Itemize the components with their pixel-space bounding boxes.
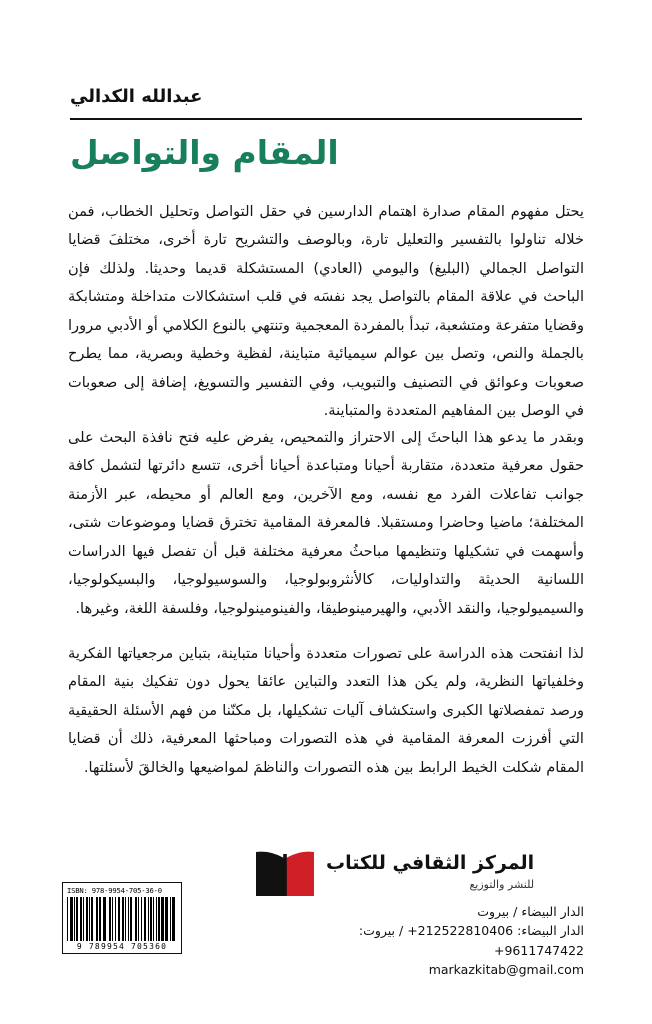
- book-title: المقام والتواصل: [70, 133, 339, 172]
- isbn-label: ISBN: 978-9954-705-36-0: [67, 886, 162, 895]
- phone-beirut: +9611747422: [493, 942, 584, 958]
- publisher-text: [326, 846, 534, 891]
- contact-city-label: الدار البيضاء:: [517, 923, 584, 939]
- publisher-subtitle: للنشر والتوزيع: [469, 877, 535, 891]
- contact-phones: [300, 921, 584, 960]
- contact-email: markazkitab@gmail.com: [428, 962, 584, 978]
- publisher-name: المركز الثقافي للكتاب: [326, 852, 535, 874]
- barcode-digits: 9 789954 705360: [76, 942, 168, 951]
- paragraph-text: يحتل مفهوم المقام صدارة اهتمام الدارسين في حقل التواصل وتحليل الخطاب، فمن خلاله تناولوا بالتفسير والتعليل تارة، وبالوصف والتشريح تارة أخرى، مختلفَ قضايا التواصل الجمالي (البليغ) واليومي (العادي) المستشكلة قديما وحديثا. ولذلك فإن الباحث في علاقة المقام بالتواصل يجد نفسَه في قلب استشكالات متداخلة ومتشابكة وقضايا متفرعة ومتشعبة، تبدأ بالمفردة المعجمية وتنتهي بالنوع الكلامي أو الأدبي مرورا بالجملة والنص، وتصل بين عوالم سيميائية متباينة، لفظية وخطية وبصرية، مما يطرح صعوبات وعوائق في التصنيف والتبويب، وفي التفسير والتسويغ، إضافة إلى صعوبات في الوصل بين المفاهيم المتعددة والمتباينة.: [68, 203, 584, 420]
- open-book-icon: [254, 846, 316, 900]
- blurb-paragraph-1: [68, 198, 584, 426]
- barcode-bars: [67, 897, 177, 941]
- barcode-block: [62, 882, 182, 954]
- publisher-block: [254, 846, 584, 900]
- contact-block: [300, 902, 584, 980]
- contact-cities: الدار البيضاء / بيروت: [477, 904, 584, 919]
- header-divider: [70, 118, 582, 120]
- paragraph-text: وبقدر ما يدعو هذا الباحثَ إلى الاحتراز والتمحيص، يفرض عليه فتح نافذة البحث على حقول معرفية متعددة، متقاربة أحيانا ومتباعدة أحيانا أخرى، تتسع دائرتها لتشمل كافة جوانب تفاعلات الفرد مع نفسه، ومع الآخرين، ومع العالم أو محيطه، عبر الأزمنة المختلفة؛ ماضيا وحاضرا ومستقبلا. فالمعرفة المقامية تخترق قضايا وموضوعات شتى، وأسهمت في تشكيلها وتنظيمها مباحثُ معرفية مختلفة قبل أن تفصل فيها الدراسات اللسانية الحديثة والتداوليات، كالأنثروبولوجيا، والسوسيولوجيا، والبسيكولوجيا، والسيميولوجيا، والنقد الأدبي، والهيرمينوطيقا، والفينومينولوجيا، وفلسفة اللغة، وغيرها.: [68, 429, 584, 617]
- blurb-paragraph-2: [68, 424, 584, 623]
- contact-separator: / بيروت:: [358, 923, 404, 939]
- phone-casablanca: +212522810406: [407, 923, 514, 939]
- paragraph-text: لذا انفتحت هذه الدراسة على تصورات متعددة وأحيانا متباينة، بتباين مرجعياتها الفكرية وخلفياتها النظرية، ولم يكن هذا التعدد والتباين عائقا يحول دون تفكيك بنية المقام ورصد تمفصلاتها الكبرى واستكشاف آليات تشكيلها، بل مكنّنا من فهم الأسئلة الحقيقية التي أفرزت المعرفة المقامية في هذه التصورات ومباحثها المعرفية، ذلك أن قضايا المقام شكلت الخيط الرابط بين هذه التصورات والناظمَ لمواضيعها والخالقَ لأسئلتها.: [68, 645, 584, 776]
- author-name: عبدالله الكدالي: [70, 86, 203, 107]
- blurb-paragraph-3: [68, 640, 584, 782]
